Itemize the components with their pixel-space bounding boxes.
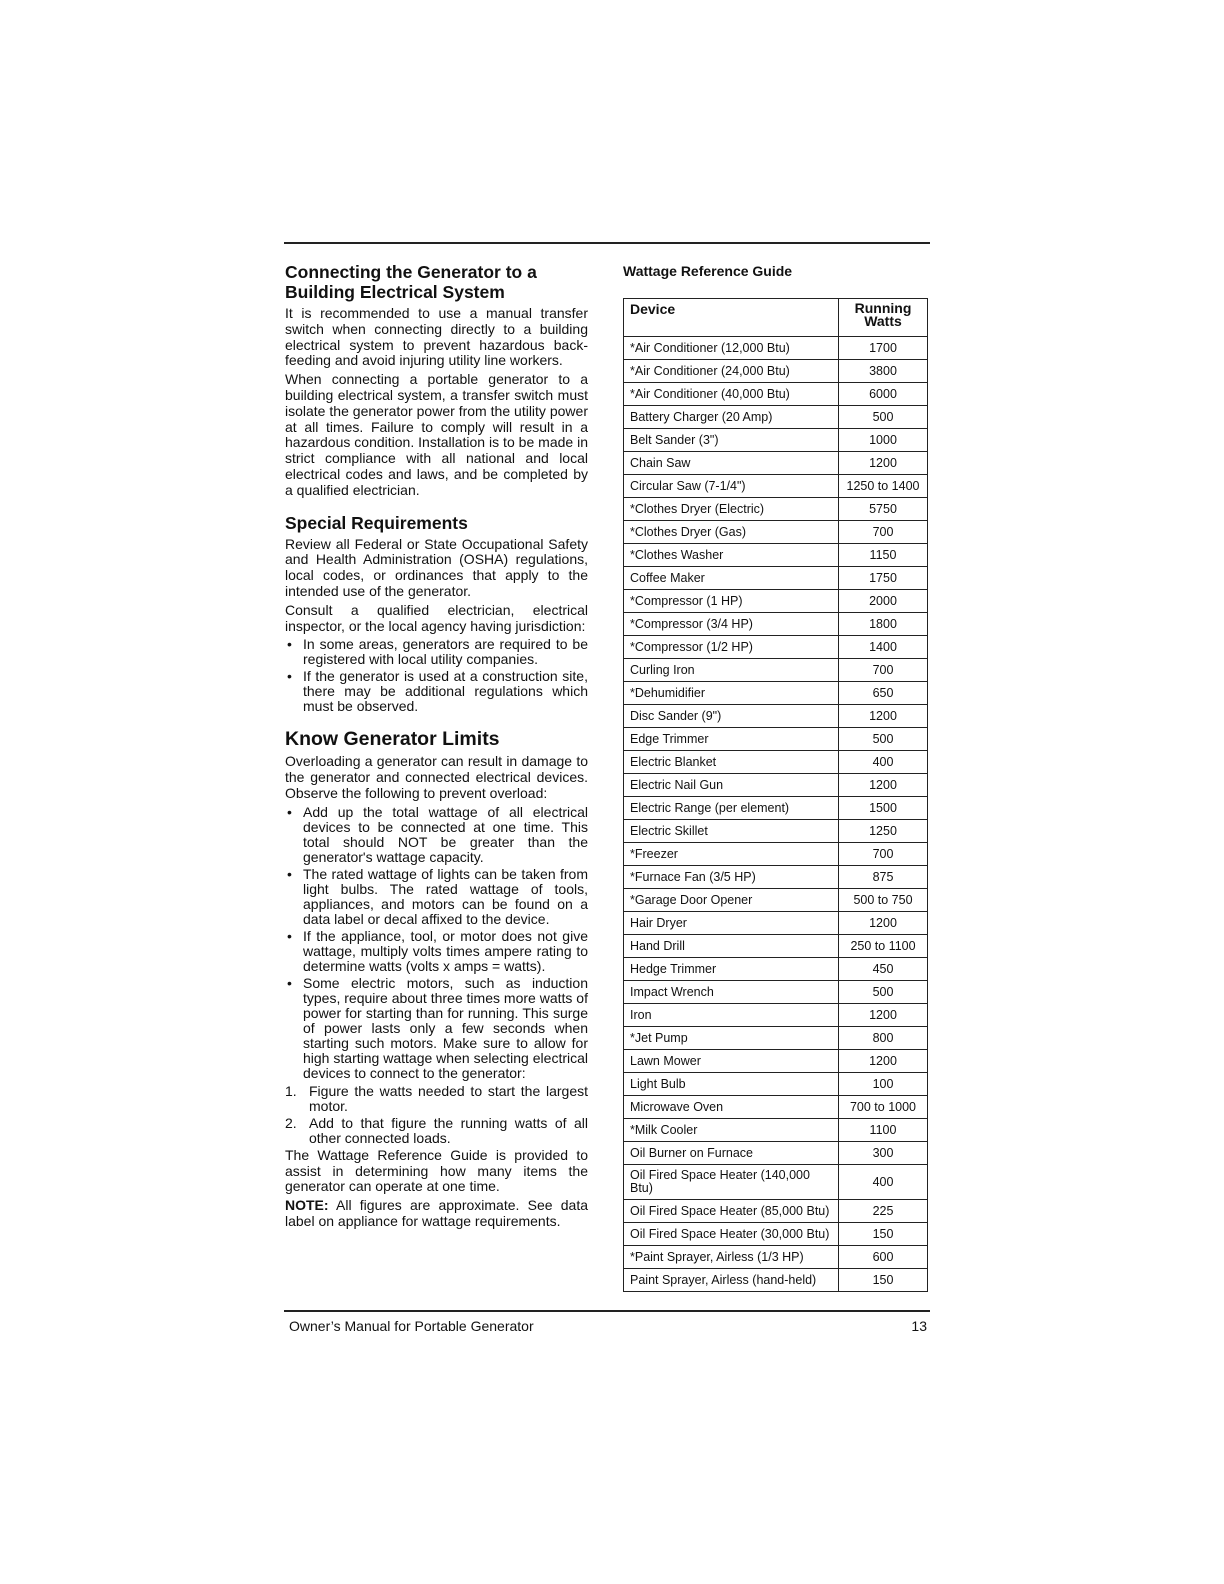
table-row xyxy=(624,820,928,843)
device-cell: Disc Sander (9") xyxy=(624,705,839,728)
list-item: • If the generator is used at a construction site, there may be additional regulations which must be observed. xyxy=(285,669,588,714)
device-cell: Lawn Mower xyxy=(624,1050,839,1073)
bullet-list xyxy=(285,805,588,1081)
table-row xyxy=(624,728,928,751)
device-cell: *Paint Sprayer, Airless (1/3 HP) xyxy=(624,1246,839,1269)
running-watts-cell: 1800 xyxy=(839,613,928,636)
running-watts-cell: 150 xyxy=(839,1269,928,1292)
page-number: 13 xyxy=(911,1318,927,1334)
table-row xyxy=(624,1050,928,1073)
table-row xyxy=(624,1269,928,1292)
running-watts-cell: 400 xyxy=(839,751,928,774)
device-cell: *Milk Cooler xyxy=(624,1119,839,1142)
table-row xyxy=(624,1073,928,1096)
right-column xyxy=(623,262,929,1292)
numbered-list xyxy=(285,1084,588,1146)
section-know-limits xyxy=(285,728,588,1229)
table-row xyxy=(624,590,928,613)
running-watts-cell: 1250 xyxy=(839,820,928,843)
device-cell: *Freezer xyxy=(624,843,839,866)
table-row xyxy=(624,613,928,636)
paragraph: It is recommended to use a manual transfer switch when connecting directly to a building electrical system to prevent hazardous back-feeding and avoid injuring utility line workers. xyxy=(285,305,588,369)
running-watts-cell: 300 xyxy=(839,1142,928,1165)
table-row xyxy=(624,797,928,820)
column-header-device: Device xyxy=(624,299,839,337)
bullet-list xyxy=(285,637,588,714)
table-row xyxy=(624,981,928,1004)
running-watts-cell: 700 xyxy=(839,843,928,866)
table-row xyxy=(624,1027,928,1050)
running-watts-cell: 1100 xyxy=(839,1119,928,1142)
table-row xyxy=(624,521,928,544)
table-row xyxy=(624,659,928,682)
table-header-row xyxy=(624,299,928,337)
table-row xyxy=(624,1142,928,1165)
table-row xyxy=(624,1200,928,1223)
paragraph: Review all Federal or State Occupational Safety and Health Administration (OSHA) regulations, local codes, or ordinances that apply to the intended use of the generator. xyxy=(285,535,588,599)
table-row xyxy=(624,567,928,590)
running-watts-cell: 1000 xyxy=(839,429,928,452)
running-watts-cell: 700 xyxy=(839,659,928,682)
paragraph: When connecting a portable generator to a building electrical system, a transfer switch must isolate the generator power from the utility power at all times. Failure to comply will result in a hazardous condition. Installation is to be made in strict compliance with all national and local electrical codes and laws, and be completed by a qualified electrician. xyxy=(285,371,588,498)
running-watts-cell: 250 to 1100 xyxy=(839,935,928,958)
table-row xyxy=(624,498,928,521)
device-cell: Oil Fired Space Heater (85,000 Btu) xyxy=(624,1200,839,1223)
device-cell: Hedge Trimmer xyxy=(624,958,839,981)
running-watts-cell: 450 xyxy=(839,958,928,981)
table-row xyxy=(624,1223,928,1246)
device-cell: Electric Blanket xyxy=(624,751,839,774)
device-cell: *Compressor (1/2 HP) xyxy=(624,636,839,659)
list-item: 1. Figure the watts needed to start the largest motor. xyxy=(285,1082,588,1114)
note-text: All figures are approximate. See data label on appliance for wattage requirements. xyxy=(285,1197,588,1229)
device-cell: *Dehumidifier xyxy=(624,682,839,705)
table-row xyxy=(624,360,928,383)
running-watts-cell: 400 xyxy=(839,1165,928,1200)
table-row xyxy=(624,1119,928,1142)
wattage-table xyxy=(623,298,928,1292)
device-cell: *Air Conditioner (40,000 Btu) xyxy=(624,383,839,406)
device-cell: Oil Burner on Furnace xyxy=(624,1142,839,1165)
table-row xyxy=(624,889,928,912)
device-cell: Electric Nail Gun xyxy=(624,774,839,797)
running-watts-cell: 2000 xyxy=(839,590,928,613)
running-watts-cell: 1200 xyxy=(839,705,928,728)
running-watts-cell: 1200 xyxy=(839,452,928,475)
device-cell: Electric Range (per element) xyxy=(624,797,839,820)
list-item: • The rated wattage of lights can be taken from light bulbs. The rated wattage of tools, appliances, and motors can be found on a data label or decal affixed to the device. xyxy=(285,867,588,927)
device-cell: Microwave Oven xyxy=(624,1096,839,1119)
table-row xyxy=(624,774,928,797)
paragraph: Consult a qualified electrician, electrical inspector, or the local agency having jurisdiction: xyxy=(285,601,588,634)
running-watts-cell: 1500 xyxy=(839,797,928,820)
device-cell: Circular Saw (7-1/4") xyxy=(624,475,839,498)
list-item: • If the appliance, tool, or motor does not give wattage, multiply volts times ampere rating to determine watts (volts x amps = watts). xyxy=(285,929,588,974)
device-cell: *Clothes Dryer (Electric) xyxy=(624,498,839,521)
column-header-running-watts: Running Watts xyxy=(839,299,928,337)
table-body xyxy=(624,337,928,1292)
table-row xyxy=(624,843,928,866)
running-watts-cell: 5750 xyxy=(839,498,928,521)
device-cell: Belt Sander (3") xyxy=(624,429,839,452)
device-cell: *Clothes Dryer (Gas) xyxy=(624,521,839,544)
running-watts-cell: 800 xyxy=(839,1027,928,1050)
note-paragraph xyxy=(285,1198,588,1230)
table-row xyxy=(624,958,928,981)
running-watts-cell: 700 to 1000 xyxy=(839,1096,928,1119)
running-watts-cell: 150 xyxy=(839,1223,928,1246)
running-watts-cell: 1200 xyxy=(839,774,928,797)
running-watts-cell: 1400 xyxy=(839,636,928,659)
running-watts-cell: 1200 xyxy=(839,912,928,935)
list-item: 2. Add to that figure the running watts of all other connected loads. xyxy=(285,1114,588,1146)
device-cell: *Jet Pump xyxy=(624,1027,839,1050)
running-watts-cell: 875 xyxy=(839,866,928,889)
table-row xyxy=(624,751,928,774)
table-row xyxy=(624,866,928,889)
note-label: NOTE: xyxy=(285,1197,329,1214)
running-watts-cell: 650 xyxy=(839,682,928,705)
table-row xyxy=(624,1246,928,1269)
section-heading-know-limits: Know Generator Limits xyxy=(285,728,500,751)
device-cell: Paint Sprayer, Airless (hand-held) xyxy=(624,1269,839,1292)
device-cell: Battery Charger (20 Amp) xyxy=(624,406,839,429)
table-row xyxy=(624,1004,928,1027)
table-row xyxy=(624,429,928,452)
running-watts-cell: 500 xyxy=(839,728,928,751)
running-watts-cell: 1700 xyxy=(839,337,928,360)
device-cell: *Furnace Fan (3/5 HP) xyxy=(624,866,839,889)
table-row xyxy=(624,935,928,958)
table-row xyxy=(624,636,928,659)
running-watts-cell: 3800 xyxy=(839,360,928,383)
paragraph: The Wattage Reference Guide is provided to assist in determining how many items the generator can operate at one time. xyxy=(285,1146,588,1195)
device-cell: Iron xyxy=(624,1004,839,1027)
device-cell: Hair Dryer xyxy=(624,912,839,935)
section-heading-connecting: Connecting the Generator to a Building Electrical System xyxy=(285,262,537,302)
section-heading-special-requirements: Special Requirements xyxy=(285,512,468,533)
running-watts-cell: 225 xyxy=(839,1200,928,1223)
device-cell: Hand Drill xyxy=(624,935,839,958)
running-watts-cell: 500 xyxy=(839,981,928,1004)
running-watts-cell: 700 xyxy=(839,521,928,544)
device-cell: *Air Conditioner (12,000 Btu) xyxy=(624,337,839,360)
list-item: • Add up the total wattage of all electrical devices to be connected at one time. This total should NOT be greater than the generator's wattage capacity. xyxy=(285,805,588,865)
table-title: Wattage Reference Guide xyxy=(623,263,793,279)
table-row xyxy=(624,475,928,498)
device-cell: Impact Wrench xyxy=(624,981,839,1004)
table-row xyxy=(624,452,928,475)
running-watts-cell: 1750 xyxy=(839,567,928,590)
device-cell: Oil Fired Space Heater (30,000 Btu) xyxy=(624,1223,839,1246)
running-watts-cell: 1200 xyxy=(839,1004,928,1027)
device-cell: *Clothes Washer xyxy=(624,544,839,567)
running-watts-cell: 500 to 750 xyxy=(839,889,928,912)
device-cell: *Garage Door Opener xyxy=(624,889,839,912)
running-watts-cell: 1250 to 1400 xyxy=(839,475,928,498)
list-item: • In some areas, generators are required to be registered with local utility companies. xyxy=(285,637,588,667)
device-cell: Chain Saw xyxy=(624,452,839,475)
list-item: • Some electric motors, such as induction types, require about three times more watts of power for starting than for running. This surge of power lasts only a few seconds when starting such motors. Make sure to allow for high starting wattage when selecting electrical devices to connect to the generator: xyxy=(285,976,588,1081)
device-cell: Oil Fired Space Heater (140,000 Btu) xyxy=(624,1165,839,1200)
table-row xyxy=(624,705,928,728)
device-cell: Curling Iron xyxy=(624,659,839,682)
device-cell: *Compressor (1 HP) xyxy=(624,590,839,613)
top-rule xyxy=(284,242,930,244)
running-watts-cell: 500 xyxy=(839,406,928,429)
running-watts-cell: 6000 xyxy=(839,383,928,406)
table-row xyxy=(624,682,928,705)
table-row xyxy=(624,912,928,935)
table-row xyxy=(624,544,928,567)
device-cell: Electric Skillet xyxy=(624,820,839,843)
table-row xyxy=(624,1096,928,1119)
device-cell: Edge Trimmer xyxy=(624,728,839,751)
running-watts-cell: 1150 xyxy=(839,544,928,567)
running-watts-cell: 100 xyxy=(839,1073,928,1096)
table-row xyxy=(624,383,928,406)
table-row xyxy=(624,1165,928,1200)
device-cell: *Compressor (3/4 HP) xyxy=(624,613,839,636)
bottom-rule xyxy=(284,1310,930,1312)
footer-title: Owner’s Manual for Portable Generator xyxy=(289,1318,534,1334)
running-watts-cell: 1200 xyxy=(839,1050,928,1073)
section-special-requirements xyxy=(285,513,588,715)
running-watts-cell: 600 xyxy=(839,1246,928,1269)
table-row xyxy=(624,406,928,429)
device-cell: Coffee Maker xyxy=(624,567,839,590)
table-row xyxy=(624,337,928,360)
device-cell: *Air Conditioner (24,000 Btu) xyxy=(624,360,839,383)
device-cell: Light Bulb xyxy=(624,1073,839,1096)
left-column xyxy=(285,262,588,1233)
paragraph: Overloading a generator can result in damage to the generator and connected electrical devices. Observe the following to prevent overload: xyxy=(285,753,588,801)
